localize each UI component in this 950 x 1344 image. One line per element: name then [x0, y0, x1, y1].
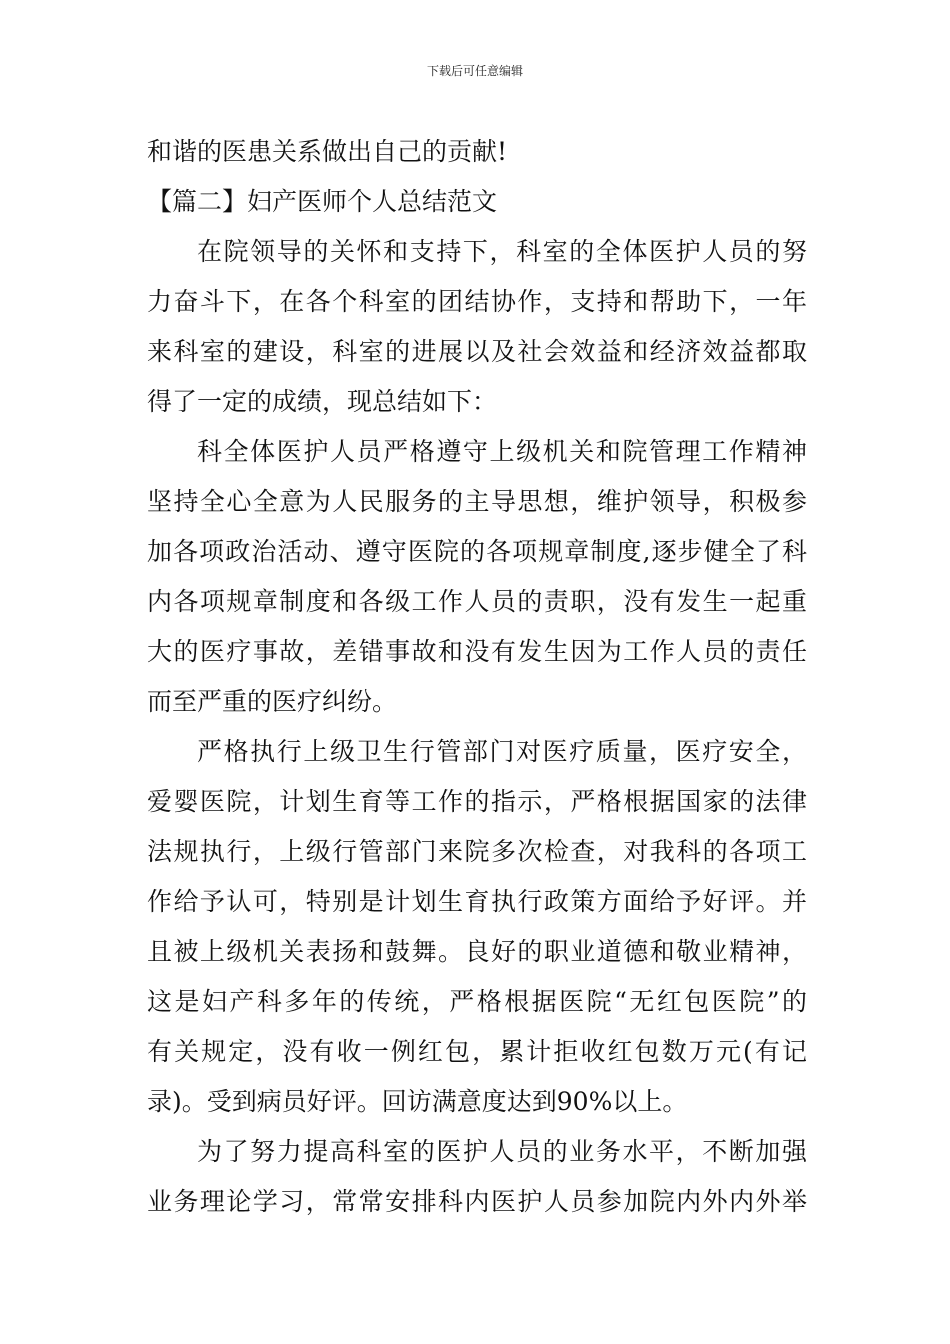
paragraph-line: 严格执行上级卫生行管部门对医疗质量，医疗安全， [197, 737, 807, 766]
paragraph-line: 作给予认可，特别是计划生育执行政策方面给予好评。并 [147, 887, 807, 916]
paragraph-line: 录)。受到病员好评。回访满意度达到90%以上。 [147, 1087, 688, 1116]
paragraph-line: 内各项规章制度和各级工作人员的责职，没有发生一起重 [147, 587, 807, 616]
paragraph-line: 加各项政治活动、遵守医院的各项规章制度,逐步健全了科 [147, 537, 807, 566]
paragraph-line: 有关规定，没有收一例红包，累计拒收红包数万元(有记 [147, 1037, 807, 1066]
paragraph-line: 力奋斗下，在各个科室的团结协作，支持和帮助下，一年 [147, 287, 807, 316]
paragraph-line: 来科室的建设，科室的进展以及社会效益和经济效益都取 [147, 337, 807, 366]
paragraph-line: 大的医疗事故，差错事故和没有发生因为工作人员的责任 [147, 637, 807, 666]
paragraph-line: 爱婴医院，计划生育等工作的指示，严格根据国家的法律 [147, 787, 807, 816]
paragraph-line: 在院领导的关怀和支持下，科室的全体医护人员的努 [197, 237, 807, 266]
paragraph-line: 业务理论学习，常常安排科内医护人员参加院内外内外举 [147, 1187, 807, 1216]
paragraph-line: 且被上级机关表扬和鼓舞。良好的职业道德和敬业精神， [147, 937, 807, 966]
paragraph-line: 而至严重的医疗纠纷。 [147, 687, 398, 716]
paragraph-line: 坚持全心全意为人民服务的主导思想，维护领导，积极参 [147, 487, 807, 516]
paragraph-line: 得了一定的成绩，现总结如下： [147, 387, 498, 416]
paragraph-line: 为了努力提高科室的医护人员的业务水平，不断加强 [197, 1137, 807, 1166]
document-body [147, 127, 807, 1227]
text-line: 和谐的医患关系做出自己的贡献! [147, 137, 508, 166]
paragraph-line: 科全体医护人员严格遵守上级机关和院管理工作精神 [197, 437, 807, 466]
paragraph-line: 法规执行，上级行管部门来院多次检查，对我科的各项工 [147, 837, 807, 866]
section-heading: 【篇二】妇产医师个人总结范文 [147, 187, 498, 216]
paragraph-line: 这是妇产科多年的传统，严格根据医院“无红包医院”的 [147, 987, 807, 1016]
page-header-note: 下载后可任意编辑 [426, 64, 523, 78]
